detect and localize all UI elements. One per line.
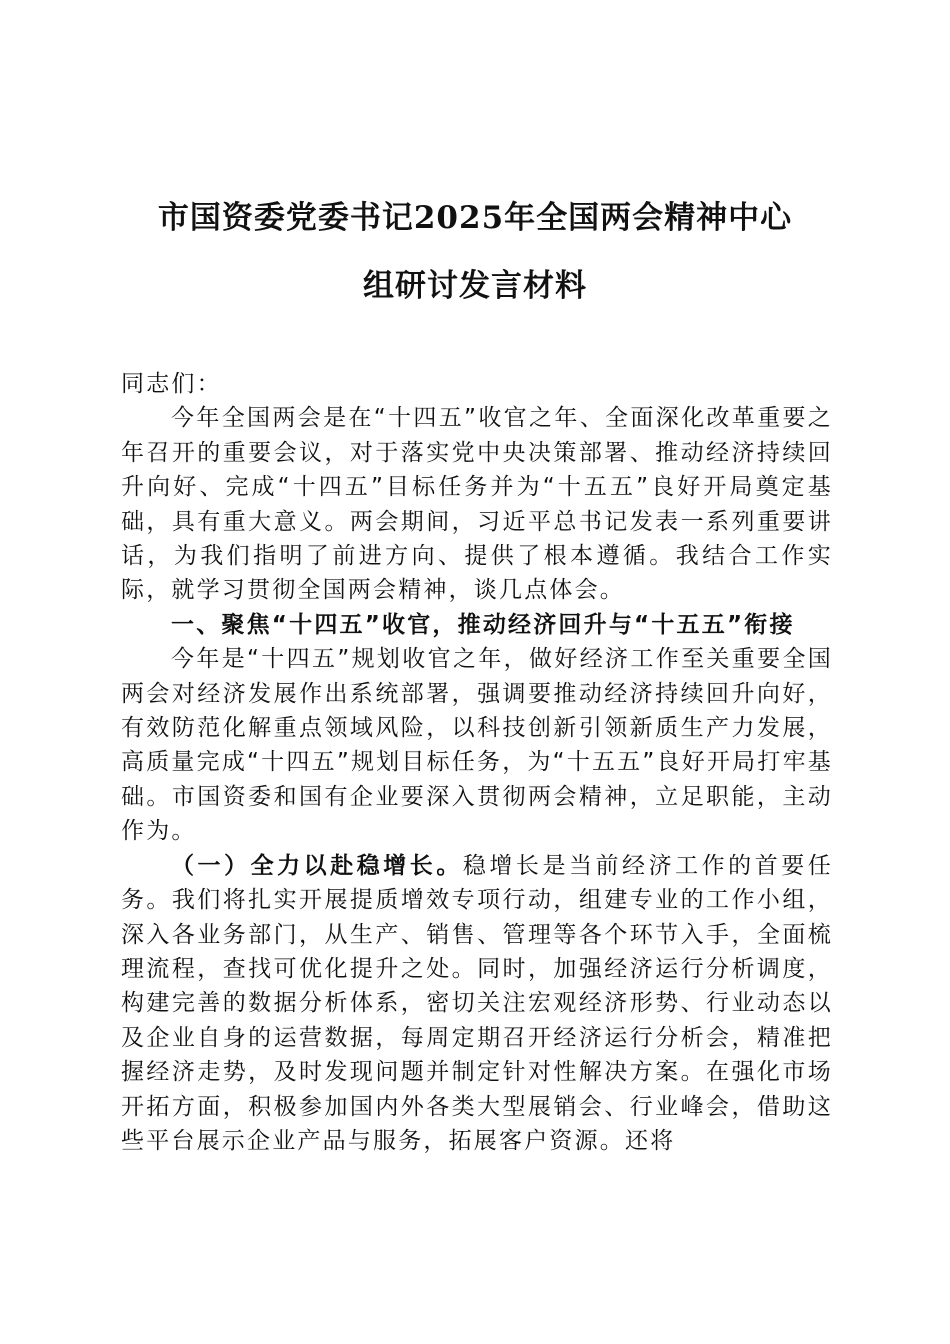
subsection-1-paragraph <box>121 849 833 1159</box>
subsection-1-text: 稳增长是当前经济工作的首要任务。我们将扎实开展提质增效专项行动，组建专业的工作小组，深入各业务部门，从生产、销售、管理等各个环节入手，全面梳理流程，查找可优化提升之处。同时，加强经济运行分析调度，构建完善的数据分析体系，密切关注宏观经济形势、行业动态以及企业自身的运营数据，每周定期召开经济运行分析会，精准把握经济走势，及时发现问题并制定针对性解决方案。在强化市场开拓方面，积极参加国内外各类大型展销会、行业峰会，借助这些平台展示企业产品与服务，拓展客户资源。还将 <box>121 852 833 1154</box>
document-body <box>121 367 833 1158</box>
section-1-paragraph: 今年是“十四五”规划收官之年，做好经济工作至关重要全国两会对经济发展作出系统部署，强调要推动经济持续回升向好，有效防范化解重点领域风险，以科技创新引领新质生产力发展，高质量完成“十四五”规划目标任务，为“十五五”良好开局打牢基础。市国资委和国有企业要深入贯彻两会精神，立足职能，主动作为。 <box>121 646 833 845</box>
section-1-heading: 一、聚焦“十四五”收官，推动经济回升与“十五五”衔接 <box>171 611 795 638</box>
subsection-1-lead: （一）全力以赴稳增长。 <box>171 852 463 879</box>
salutation: 同志们： <box>121 371 222 397</box>
intro-paragraph: 今年全国两会是在“十四五”收官之年、全面深化改革重要之年召开的重要会议，对于落实党中央决策部署、推动经济持续回升向好、完成“十四五”目标任务并为“十五五”良好开局奠定基础，具有重大意义。两会期间，习近平总书记发表一系列重要讲话，为我们指明了前进方向、提供了根本遵循。我结合工作实际，就学习贯彻全国两会精神，谈几点体会。 <box>121 405 833 604</box>
document-title-line-1: 市国资委党委书记2025年全国两会精神中心 <box>157 200 793 236</box>
document-title-line-2: 组研讨发言材料 <box>363 268 587 304</box>
